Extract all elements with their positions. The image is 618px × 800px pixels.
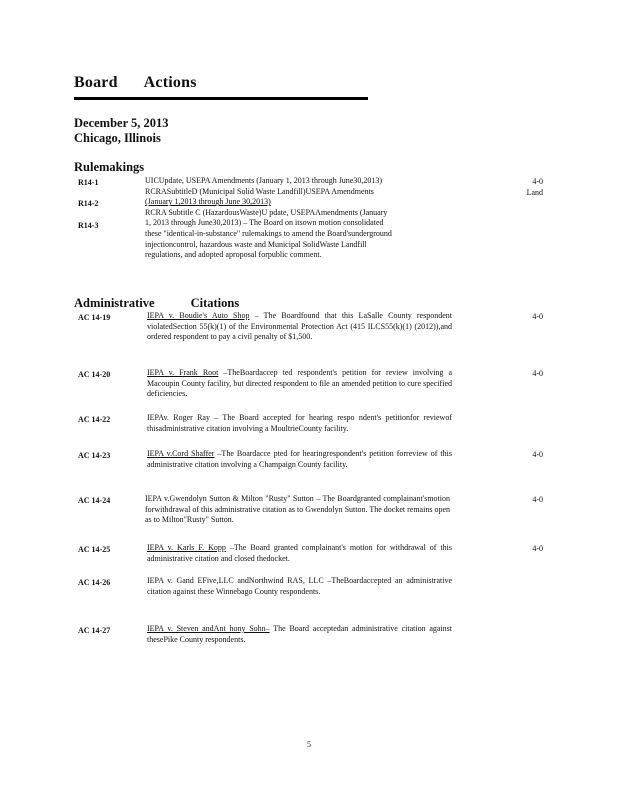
citation-text	[147, 368, 452, 400]
citation-description: IEPAv. Roger Ray – The Board accepted for hearing respo ndent's petitionfor reviewof thisadministrative citation involving a MoultrieCounty facility.	[147, 413, 452, 433]
vote-extra: Land	[526, 188, 543, 197]
page-number: 5	[307, 740, 311, 749]
administrative-heading-left: Administrative	[74, 296, 155, 310]
meeting-date: December 5, 2013	[74, 116, 169, 130]
rulemaking-text	[145, 176, 450, 261]
rulemaking-code: R14-1	[78, 178, 99, 187]
rulemakings-heading: Rulemakings	[74, 160, 145, 174]
rulemaking-line: these "identical-in-substance" rulemakings to amend the Board'sunderground	[145, 228, 392, 238]
citation-description: –TheBoardaccep ted respondent's petition for review involving a Macoupin County facility, but directed respondent to file an amended petition to cure specified deficiencies.	[147, 368, 452, 399]
rulemaking-line: regulations, and adopted aproposal forpublic comment.	[145, 250, 322, 260]
citation-description: –The Board granted complainant's motion for withdrawal of this administrative citation and closed thedocket.	[147, 543, 453, 563]
citation-description: – The Boardfound that this LaSalle County respondent violatedSection 55(k)(1) of the Environmental Protection Act (415 ILCS55(k)(1) (2012)),and ordered respondent to pay a civil penalty of $1,500.	[147, 311, 452, 342]
vote-count: 4-0	[532, 312, 543, 321]
vote-count: 4-0	[532, 495, 543, 504]
vote-count: 4-0	[532, 369, 543, 378]
administrative-heading-right: Citations	[190, 296, 240, 310]
vote-count: 4-0	[532, 450, 543, 459]
vote-count: 4-0	[532, 177, 543, 186]
citation-text	[147, 576, 452, 597]
citation-party: IEPA v. Karls F. Kopp	[147, 543, 226, 552]
citation-description: The Board acceptedan administrative citation against thesePike County respondents.	[147, 624, 452, 644]
title-word-actions: Actions	[143, 74, 197, 91]
date-block	[74, 116, 169, 146]
citation-code: AC 14-23	[78, 451, 111, 460]
citation-description: –The Boardacce pted for hearingrespondent's petition forreview of this administrative citation involving a Champaign County facility.	[147, 449, 452, 469]
rulemaking-line: RCRA Subtitle C (HazardousWaste)U pdate, USEPAAmendments (January	[145, 207, 388, 217]
citation-text	[147, 624, 452, 645]
rulemaking-line: (January 1,2013 through June 30,2013)	[145, 197, 271, 207]
citation-description: IEPA v. Gand EFive,LLC andNorthwind RAS, LLC –TheBoardaccepted an administrative citation against these Winnebago County respondents.	[147, 576, 452, 596]
citation-code: AC 14-26	[78, 578, 111, 587]
rulemaking-line: injectioncontrol, hazardous waste and Municipal SolidWaste Landfill	[145, 239, 367, 249]
citation-party: IEPA v. Boudie's Auto Shop	[147, 311, 250, 320]
citation-party: IEPA v. Steven andAnt hony Sohn–	[147, 624, 270, 633]
citation-text	[147, 413, 452, 434]
citation-text	[147, 543, 452, 564]
citation-code: AC 14-19	[78, 313, 111, 322]
vote-count: 4-0	[532, 544, 543, 553]
citation-description: IEPA v.Gwendolyn Sutton & Milton "Rusty" Sutton – The Boardgranted complainant'smotion forwithdrawal of this administrative citation as to Gwendolyn Sutton. The docket remains open as to Milton"Rusty" Sutton.	[145, 494, 450, 525]
citation-code: AC 14-22	[78, 415, 111, 424]
title-rule	[74, 97, 368, 100]
rulemaking-line: UICUpdate, USEPA Amendments (January 1, 2013 through June30,2013)	[145, 176, 383, 185]
citation-code: AC 14-25	[78, 545, 111, 554]
rulemaking-line: 1, 2013 through June30,2013) – The Board on itsown motion consolidated	[145, 218, 384, 228]
page-title	[74, 74, 197, 92]
citation-code: AC 14-27	[78, 626, 111, 635]
title-word-board: Board	[74, 74, 118, 91]
citation-text	[145, 494, 450, 526]
citation-text	[147, 449, 452, 470]
administrative-heading	[74, 296, 239, 311]
citation-code: AC 14-20	[78, 370, 111, 379]
rulemaking-code: R14-2	[78, 199, 99, 208]
citation-text	[147, 311, 452, 343]
citation-party: IEPA v.Cord Shaffer	[147, 449, 215, 458]
citation-code: AC 14-24	[78, 496, 111, 505]
rulemaking-code: R14-3	[78, 221, 99, 230]
citation-party: IEPA v. Frank Root	[147, 368, 219, 377]
rulemaking-line: RCRASubtitleD (Municipal Solid Waste Landfill)USEPA Amendments	[145, 186, 374, 196]
meeting-location: Chicago, Illinois	[74, 131, 161, 145]
